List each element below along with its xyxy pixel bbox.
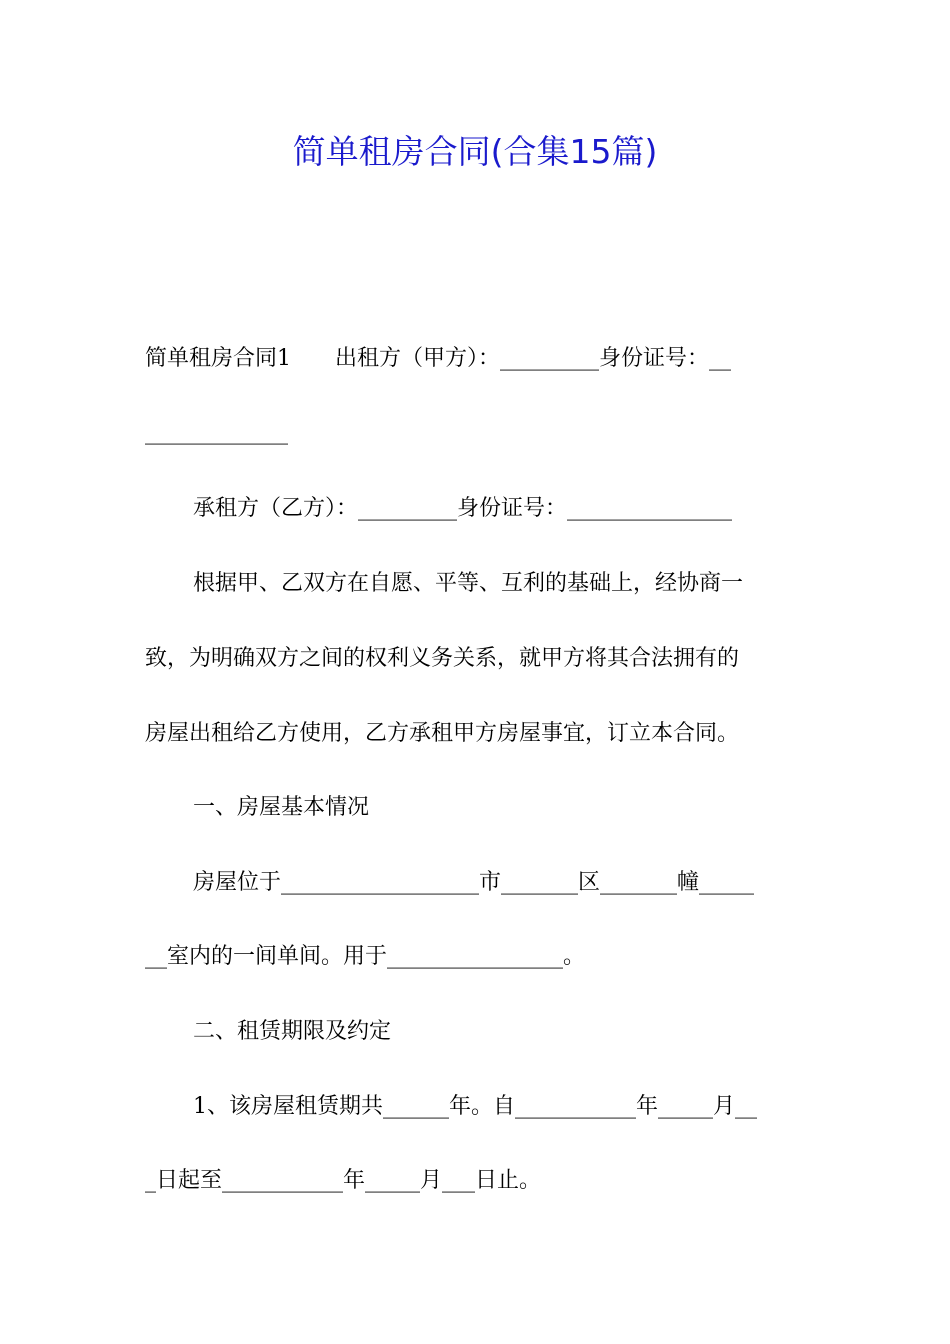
body-line: _日起至___________年_____月___日止。	[145, 1168, 542, 1193]
document-title: 简单租房合同(合集15篇)	[292, 132, 658, 171]
body-line: 1、该房屋租赁期共______年。自___________年_____月__	[193, 1094, 757, 1119]
body-line: 承租方（乙方）：_________身份证号：_______________	[193, 496, 733, 521]
body-line: 房屋出租给乙方使用，乙方承租甲方房屋事宜，订立本合同。	[145, 721, 740, 746]
body-line: 房屋位于__________________市_______区_______幢_____	[193, 870, 755, 895]
body-line: 根据甲、乙双方在自愿、平等、互利的基础上，经协商一	[193, 571, 744, 596]
section-heading: 二、租赁期限及约定	[193, 1019, 392, 1044]
body-line: 致，为明确双方之间的权利义务关系，就甲方将其合法拥有的	[145, 646, 740, 671]
section-heading: 一、房屋基本情况	[193, 795, 370, 820]
body-line: __室内的一间单间。用于________________。	[145, 944, 586, 969]
body-line: _____________	[145, 420, 288, 445]
body-line: 简单租房合同1 出租方（甲方）：_________身份证号：__	[145, 346, 731, 371]
